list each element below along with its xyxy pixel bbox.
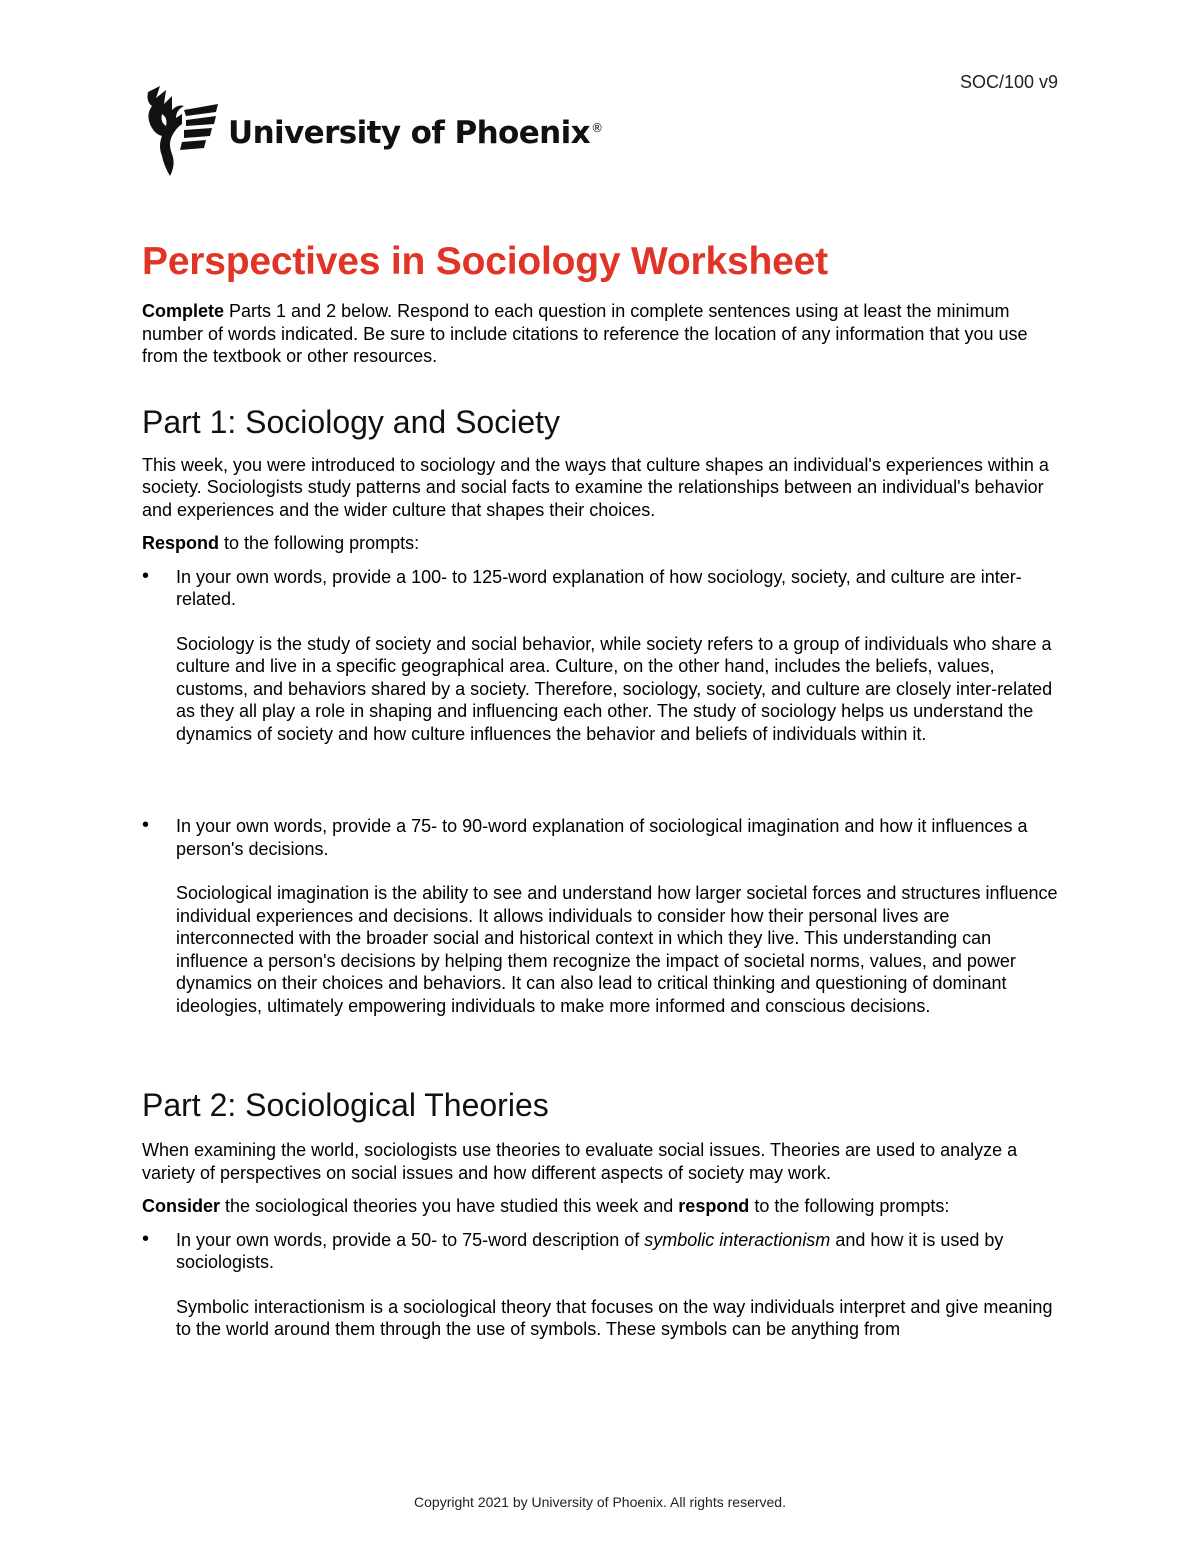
part2-description: When examining the world, sociologists use theories to evaluate social issues. Theories are used to analyze a variety of perspectives on social issues and how different aspects of society may work.	[142, 1140, 1018, 1183]
bullet-icon: •	[142, 564, 150, 587]
part1-description: This week, you were introduced to sociology and the ways that culture shapes an individual's experiences within a society. Sociologists study patterns and social facts to examine the relationships between an individual's behavior and experiences and the wider culture that shapes their choices.	[142, 454, 1049, 520]
worksheet-content	[142, 236, 1062, 1341]
list-item	[142, 1229, 1062, 1341]
part2-instructions: Consider the sociological theories you have studied this week and respond to the following prompts:	[142, 1196, 950, 1216]
logo-wordmark: University of Phoenix®	[228, 115, 603, 151]
bullet-icon: •	[142, 1227, 150, 1250]
list-item	[142, 815, 1062, 1017]
answer-text: Symbolic interactionism is a sociological theory that focuses on the way individuals interpret and give meaning to the world around them through the use of symbols. These symbols can be anything from	[176, 1296, 1053, 1339]
part1-instructions: Respond to the following prompts:	[142, 533, 420, 553]
answer-text: Sociology is the study of society and social behavior, while society refers to a group of individuals who share a culture and live in a specific geographical area. Culture, on the other hand, includes the beliefs, values, customs, and behaviors shared by a society. Therefore, sociology, society, and culture are closely inter-related as they all play a role in shaping and influencing each other. The study of sociology helps us understand the dynamics of society and how culture influences the behavior and beliefs of individuals within it.	[176, 633, 1053, 744]
university-logo	[142, 84, 602, 178]
registered-mark: ®	[591, 121, 603, 135]
list-item	[142, 566, 1062, 746]
phoenix-bird-icon	[142, 84, 220, 178]
intro-paragraph: Complete Parts 1 and 2 below. Respond to each question in complete sentences using at least the minimum number of words indicated. Be sure to include citations to reference the location of any information that you use from the textbook or other resources.	[142, 301, 1028, 366]
part1-heading: Part 1: Sociology and Society	[142, 403, 561, 440]
part2-heading: Part 2: Sociological Theories	[142, 1087, 549, 1123]
answer-text: Sociological imagination is the ability to see and understand how larger societal forces and structures influence individual experiences and decisions. It allows individuals to consider how their personal lives are interconnected with the broader social and historical context in which they live. This understanding can influence a person's decisions by helping them recognize the impact of societal norms, values, and power dynamics on their choices and behaviors. It can also lead to critical thinking and questioning of dominant ideologies, ultimately empowering individuals to make more informed and conscious decisions.	[176, 883, 1058, 1016]
bullet-icon: •	[142, 814, 150, 836]
course-code: SOC/100 v9	[959, 72, 1058, 92]
prompt-text: In your own words, provide a 100- to 125-word explanation of how sociology, society, and culture are inter-related.	[176, 566, 1022, 609]
prompt-text: In your own words, provide a 50- to 75-word description of symbolic interactionism and how it is used by sociologists.	[176, 1229, 1004, 1272]
prompt-text: In your own words, provide a 75- to 90-word explanation of sociological imagination and how it influences a person's decisions.	[176, 816, 1028, 859]
page-title: Perspectives in Sociology Worksheet	[142, 240, 828, 283]
part1-prompt-list	[142, 566, 1062, 1018]
footer-copyright: Copyright 2021 by University of Phoenix. All rights reserved.	[414, 1494, 786, 1510]
part2-prompt-list	[142, 1229, 1062, 1341]
